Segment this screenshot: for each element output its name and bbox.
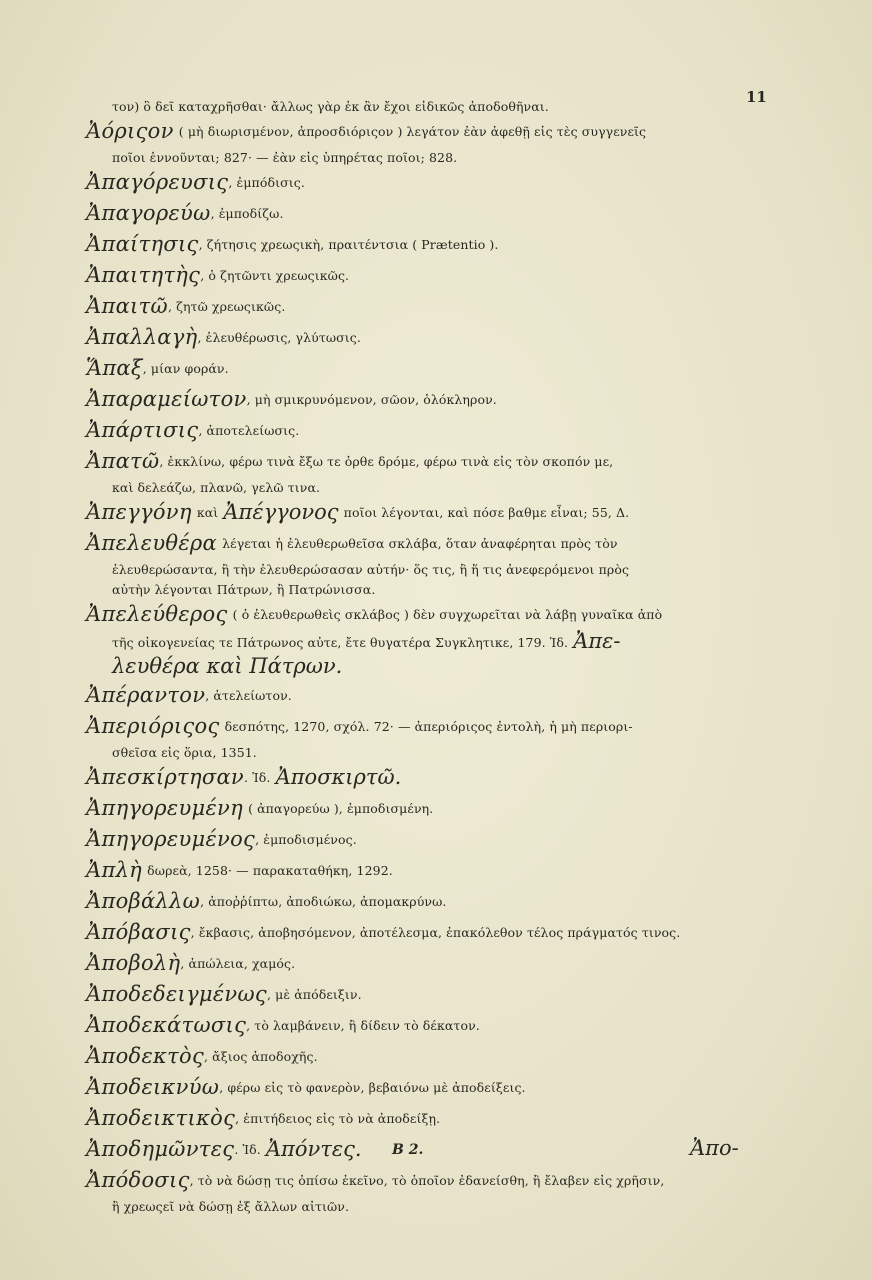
- entry: [86, 1134, 776, 1165]
- entry: [86, 260, 776, 291]
- headword: Ἀπηγορευμένος: [86, 826, 256, 851]
- definition-text: , ἐμπόδισις.: [228, 175, 305, 190]
- entry-line: [86, 559, 776, 579]
- headword: Ἀπατῶ: [86, 448, 160, 473]
- entry: [86, 1165, 776, 1196]
- definition-text: , ὁ ζητῶντι χρεωςικῶς.: [200, 268, 350, 283]
- entry: [86, 948, 776, 979]
- definition-text: καὶ: [196, 505, 219, 520]
- headword: Ἀποδεικτικὸς: [86, 1105, 236, 1130]
- entry: [86, 917, 776, 948]
- definition-text: , ἀπώλεια, χαμός.: [180, 956, 296, 971]
- definition-text: , ἄξιος ἀποδοχῆς.: [204, 1049, 318, 1064]
- definition-text: , ἐκκλίνω, φέρω τινὰ ἔξω τε ὀρθε δρόμε, φέρω τινὰ εἰς τὸν σκοπόν με,: [159, 454, 614, 469]
- headword: Ἀπηγορευμένη: [86, 795, 243, 820]
- entry: [86, 384, 776, 415]
- catchword: Ἀπο-: [690, 1136, 739, 1160]
- entry: [86, 855, 776, 886]
- definition-text: ἐλευθερώσαντα, ἢ τὴν ἐλευθερώσασαν αὐτήν· ὅς τις, ἢ ἥ τις ἀνεφερόμενοι πρὸς: [112, 561, 630, 577]
- definition-text: , ἐμποδισμένος.: [255, 832, 357, 847]
- definition-text: . Ἰδ.: [244, 770, 271, 785]
- headword: Ἀπελεύθερος: [86, 601, 228, 626]
- definition-text: τον) ὃ δεῖ καταχρῆσθαι· ἄλλως γὰρ ἐκ ἂν ἔχοι εἰδικῶς ἀποδοθῆναι.: [112, 98, 549, 114]
- entry-line: [86, 147, 776, 167]
- definition-text: σθεῖσα εἰς ὅρια, 1351.: [112, 744, 257, 760]
- entry-line: [86, 477, 776, 497]
- entry: [86, 1010, 776, 1041]
- headword: Ἀπλὴ: [86, 857, 143, 882]
- entry: [86, 711, 776, 742]
- headword: Ἀποδημῶντες: [86, 1136, 235, 1161]
- headword: Ἀπελευθέρα: [86, 530, 218, 555]
- headword: Ἀόριςον: [86, 118, 174, 143]
- headword-alt: Ἀπόντες.: [265, 1136, 362, 1161]
- definition-text: δωρεὰ, 1258· — παρακαταθήκη, 1292.: [147, 863, 393, 878]
- definition-text: , ἐλευθέρωσις, γλύτωσις.: [197, 330, 361, 345]
- entry-line: [86, 630, 776, 654]
- definition-text: , ἀτελείωτον.: [205, 688, 292, 703]
- definition-text: , τὸ νὰ δώσῃ τις ὀπίσω ἐκεῖνο, τὸ ὁποῖον ἐδανείσθη, ἢ ἔλαβεν εἰς χρῆσιν,: [189, 1173, 665, 1188]
- definition-text: ( ὁ ἐλευθερωθεὶς σκλάβος ) δὲν συγχωρεῖται νὰ λάβῃ γυναῖκα ἀπὸ: [232, 607, 663, 622]
- entry: [86, 1072, 776, 1103]
- definition-text: ( μὴ διωρισμένον, ἀπροσδιόριςον ) λεγάτον ἐὰν ἀφεθῇ εἰς τὲς συγγενεῖς: [178, 124, 647, 139]
- definition-text: , τὸ λαμβάνειν, ἢ δίδειν τὸ δέκατον.: [246, 1018, 480, 1033]
- entry: [86, 167, 776, 198]
- entry: [86, 229, 776, 260]
- definition-text: ποῖοι λέγονται, καὶ πόσε βαθμε εἶναι; 55, Δ.: [343, 505, 630, 520]
- entry-line: [86, 579, 776, 599]
- definition-text: . Ἰδ.: [234, 1142, 261, 1157]
- definition-text: δεσπότης, 1270, σχόλ. 72· — ἀπεριόριςος ἐντολὴ, ἡ μὴ περιορι-: [224, 719, 633, 734]
- headword: Ἀπεγγόνη: [86, 499, 192, 524]
- headword: Ἀπαραμείωτον: [86, 386, 247, 411]
- entry: [86, 116, 776, 147]
- definition-text: αὐτὴν λέγονται Πάτρων, ἢ Πατρώνισσα.: [112, 581, 376, 597]
- headword: Ἀποδεικνύω: [86, 1074, 220, 1099]
- headword: Ἀπεσκίρτησαν: [86, 764, 245, 789]
- headword-alt: λευθέρα καὶ Πάτρων.: [112, 654, 343, 679]
- page-number: 11: [746, 88, 767, 106]
- definition-text: , φέρω εἰς τὸ φανερὸν, βεβαιόνω μὲ ἀποδείξεις.: [219, 1080, 526, 1095]
- definition-text: , μίαν φοράν.: [142, 361, 229, 376]
- headword: Ἀποβάλλω: [86, 888, 201, 913]
- headword-alt: Ἀπε-: [573, 629, 621, 654]
- entry-line: [86, 654, 776, 680]
- headword: Ἅπαξ: [86, 355, 143, 380]
- entry: [86, 198, 776, 229]
- headword: Ἀπαιτῶ: [86, 293, 168, 318]
- headword-alt: Ἀποσκιρτῶ.: [275, 764, 402, 789]
- definition-text: , ἐμποδίζω.: [210, 206, 284, 221]
- entry: [86, 762, 776, 793]
- headword: Ἀπέραντον: [86, 682, 206, 707]
- headword: Ἀποβολὴ: [86, 950, 181, 975]
- entry: [86, 979, 776, 1010]
- definition-text: , ζήτησις χρεωςικὴ, πραιτέντσια ( Prætentio ).: [198, 237, 499, 252]
- headword: Ἀποδεδειγμένως: [86, 981, 267, 1006]
- definition-text: ποῖοι ἐννοῦνται; 827· — ἐὰν εἰς ὑπηρέτας ποῖοι; 828.: [112, 149, 458, 165]
- entry: [86, 599, 776, 630]
- headword: Ἀποδεκάτωσις: [86, 1012, 247, 1037]
- entry: [86, 291, 776, 322]
- entry-line: [86, 1196, 776, 1216]
- entry: [86, 353, 776, 384]
- entry: [86, 497, 776, 528]
- headword: Ἀπαγόρευσις: [86, 169, 229, 194]
- headword: Ἀπόδοσις: [86, 1167, 190, 1192]
- headword: Ἀπαιτητὴς: [86, 262, 201, 287]
- entry: [86, 322, 776, 353]
- definition-text: , ἀποῤῥίπτω, ἀποδιώκω, ἀπομακρύνω.: [200, 894, 447, 909]
- headword: Ἀπαίτησις: [86, 231, 199, 256]
- definition-text: , ἀποτελείωσις.: [198, 423, 300, 438]
- entry: [86, 1041, 776, 1072]
- definition-text: , μὲ ἀπόδειξιν.: [267, 987, 362, 1002]
- definition-text: , ζητῶ χρεωςικῶς.: [167, 299, 286, 314]
- entry: [86, 824, 776, 855]
- lexicon-entries: [86, 96, 776, 1216]
- definition-text: καὶ δελεάζω, πλανῶ, γελῶ τινα.: [112, 479, 321, 495]
- entry: [86, 446, 776, 477]
- entry: [86, 1103, 776, 1134]
- entry-line: [86, 742, 776, 762]
- headword-alt: Ἀπέγγονος: [223, 499, 339, 524]
- definition-text: λέγεται ἡ ἐλευθερωθεῖσα σκλάβα, ὅταν ἀναφέρηται πρὸς τὸν: [222, 536, 618, 551]
- definition-text: ἢ χρεωςεῖ νὰ δώσῃ ἐξ ἄλλων αἰτιῶν.: [112, 1198, 350, 1214]
- definition-text: , ἔκβασις, ἀποβησόμενον, ἀποτέλεσμα, ἐπακόλεθον τέλος πράγματός τινος.: [190, 925, 681, 940]
- entry: [86, 415, 776, 446]
- entry-line: [86, 96, 776, 116]
- entry: [86, 528, 776, 559]
- definition-text: , μὴ σμικρυνόμενον, σῶον, ὁλόκληρον.: [246, 392, 497, 407]
- headword: Ἀπεριόριςος: [86, 713, 220, 738]
- entry: [86, 680, 776, 711]
- headword: Ἀπαλλαγὴ: [86, 324, 198, 349]
- definition-text: , ἐπιτήδειος εἰς τὸ νὰ ἀποδείξῃ.: [235, 1111, 441, 1126]
- headword: Ἀπόβασις: [86, 919, 191, 944]
- headword: Ἀποδεκτὸς: [86, 1043, 205, 1068]
- headword: Ἀπάρτισις: [86, 417, 199, 442]
- signature-mark: Β 2.: [392, 1142, 424, 1158]
- entry: [86, 886, 776, 917]
- definition-text: τῆς οἰκογενείας τε Πάτρωνος αὐτε, ἔτε θυγατέρα Συγκλητικε, 179. Ἰδ.: [112, 634, 569, 650]
- headword: Ἀπαγορεύω: [86, 200, 211, 225]
- entry: [86, 793, 776, 824]
- definition-text: ( ἀπαγορεύω ), ἐμποδισμένη.: [248, 801, 434, 816]
